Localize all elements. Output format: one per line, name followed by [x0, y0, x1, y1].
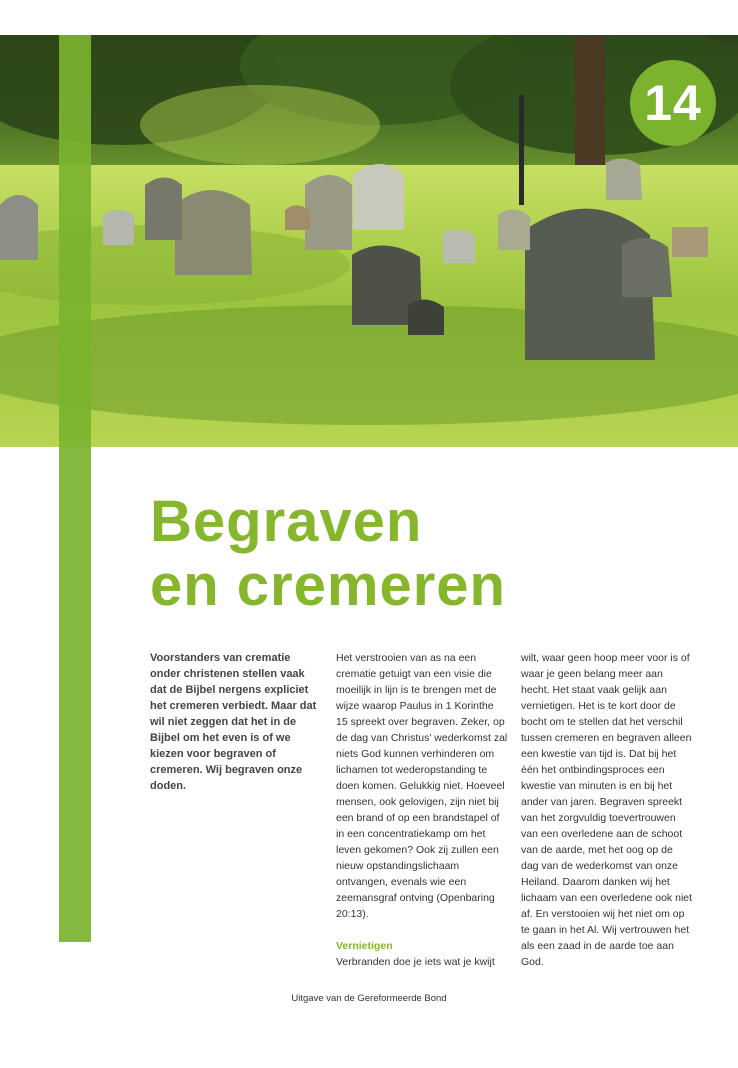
column2-paragraph: Het verstrooien van as na een crematie getuigt van een visie die moeilijk in lijn is te brengen met de wijze waarop Paulus in 1 Korinthe 15 spreekt over begraven. Zeker, op de dag van Christus' wederkomst zal niets God kunnen verhinderen om lichamen tot wederopstanding te doen komen. Gelukkig niet. Hoeveel mensen, ook gelovigen, zijn niet bij een brand of op een brandstapel of in een concentratiekamp om het leven gekomen? Ook zij zullen een nieuw opstandingslichaam ontvangen, evenals wie een zeemansgraf ontving (Openbaring 20:13).	[336, 652, 508, 920]
cemetery-illustration	[0, 35, 738, 447]
page-title	[150, 490, 506, 618]
title-line-2: en cremeren	[150, 553, 506, 618]
intro-text: Voorstanders van crematie onder christenen stellen vaak dat de Bijbel nergens expliciet het cremeren verbiedt. Maar dat wil niet zeggen dat het in de Bijbel om het even is of we kiezen voor begraven of cremeren. Wij begraven onze doden.	[150, 652, 317, 792]
chapter-number: 14	[644, 75, 702, 131]
green-margin-bar	[59, 35, 91, 942]
title-line-1: Begraven	[150, 489, 423, 554]
body-column-3	[521, 650, 693, 970]
subheading-vernietigen: Vernietigen	[336, 940, 393, 952]
chapter-number-badge	[630, 60, 716, 146]
column3-paragraph: wilt, waar geen hoop meer voor is of waar je geen belang meer aan hecht. Het staat vaak gelijk aan vernietigen. Het is te kort door de bocht om te stellen dat het verschil tussen cremeren en begraven alleen een kwestie van tijd is. Dat bij het één het ontbindingsproces een kwestie van minuten is en bij het ander van jaren. Begraven spreekt van het zorgvuldig toevertrouwen van een overledene aan de schoot van de aarde, met het oog op de dag van de wederkomst van onze Heiland. Daarom danken wij het lichaam van een overledene ook niet af. En verstooien wij het niet om op te gaan in het Al. Wij vertrouwen het als een zaad in de aarde toe aan God.	[521, 652, 693, 968]
body-column-2	[336, 650, 508, 970]
column2-paragraph-2: Verbranden doe je iets wat je kwijt	[336, 956, 495, 968]
publisher-footer: Uitgave van de Gereformeerde Bond	[291, 993, 447, 1004]
cemetery-photo	[0, 35, 738, 447]
intro-column	[150, 650, 318, 794]
